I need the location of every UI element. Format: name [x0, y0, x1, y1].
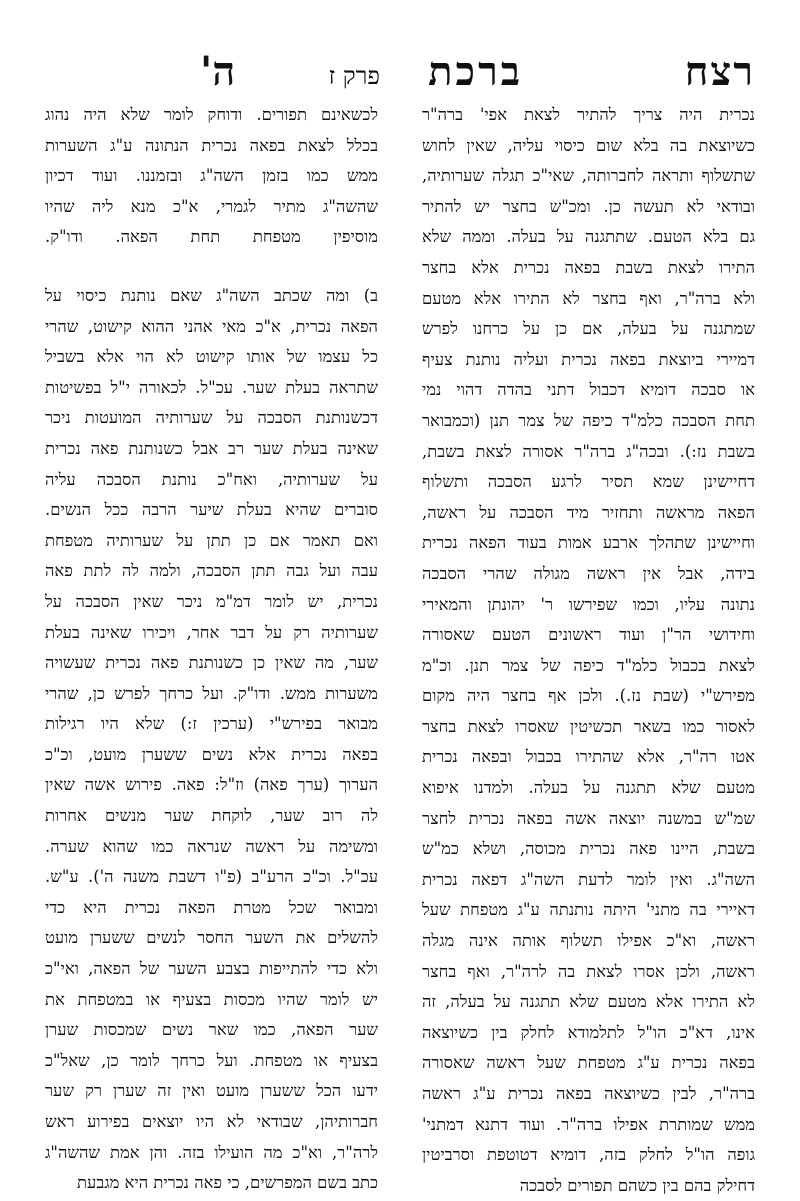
text-line: שהשה"ג מתיר לגמרי, א"כ מנא ליה שהיו: [45, 196, 378, 216]
text-line: נכרית היה צריך להתיר לצאת אפי' ברה"ר: [422, 105, 755, 124]
text-line: דאיירי בה מתני' היתה נותנתה ע"ג מטפחת שעל: [422, 900, 755, 920]
text-line: הערוך (ערך פאה) וז"ל: פאה. פירוש אשה שאין: [45, 775, 378, 795]
text-line: לכשאינם תפורים. ודוחק לומר שלא היה נהוג: [45, 105, 378, 124]
text-line: הפאה נכרית, א"כ מאי אהני ההוא קישוט, שהרי: [45, 316, 378, 336]
left-column: [45, 100, 378, 1199]
text-line: גם בלא הטעם. שתתגנה על בעלה. וממה שלא: [422, 227, 755, 247]
text-line: בפאה נכרית אלא נשים ששערן מועט, וכ"כ: [45, 744, 378, 764]
text-line: ומשימה על ראשה שנראה כמו שהוא שערה.: [45, 836, 378, 856]
text-line: דמיירי ביוצאת בפאה נכרית ועליה נותנת צעיף: [422, 349, 755, 369]
text-line: על שערותיה, ואח"כ נותנת הסבכה עליה: [45, 469, 378, 489]
text-line: ידעו הכל ששערן מועט ואין זה שערן רק שער: [45, 1081, 378, 1101]
text-line: כל עצמו של אותו קישוט לא הוי אלא בשביל: [45, 347, 378, 367]
text-line: השה"ג. ואין לומר לדעת השה"ג דפאה נכרית: [422, 869, 755, 889]
text-line: חברותיהן, שבודאי לא היו יוצאים בפירוע ראש: [45, 1112, 378, 1131]
text-line: דכשנותנת הסבכה על שערותיה המועטות ניכר: [45, 408, 378, 428]
text-line: אינו, דא"כ הו"ל לתלמודא לחלק בין כשיוצאה: [422, 1022, 755, 1042]
text-line: דחיישינן שמא תסיר לרגע הסבכה ותשלוף: [422, 472, 755, 492]
text-line: בכלל לצאת בפאה נכרית הנתונה ע"ג השערות: [45, 135, 378, 155]
text-line: ראשה, ולכן אסרו לצאת בה לרה"ר, ואף בחצר: [422, 961, 755, 981]
chapter-label: פרק ז: [328, 62, 380, 90]
text-line: וחיישינן שתהלך ארבע אמות בעוד הפאה נכרית: [422, 533, 755, 553]
text-line: שמתגנה על בעלה, אם כן על כרחנו לפרש: [422, 319, 755, 339]
text-line: או סבכה דומיא דכבול דתני בהדה דהוי נמי: [422, 380, 755, 400]
text-line: ומבואר שכל מטרת הפאה נכרית היא כדי: [45, 897, 378, 917]
text-line: מבואר בפירש"י (ערכין ז:) שלא היו רגילות: [45, 714, 378, 734]
text-line: תחת הסבכה כלמ"ד כיפה של צמר תנן (וכמבואר: [422, 410, 755, 430]
text-line: דחילק בהם בין כשהם תפורים לסבכה: [519, 1175, 755, 1195]
text-line: עכ"ל. וכ"כ הרע"ב (פ"ו דשבת משנה ה'). ע"ש.: [45, 867, 378, 887]
text-line: בידה, אבל אין ראשה מגולה שהרי הסבכה: [422, 563, 755, 583]
text-line: עבה ועל גבה תתן הסבכה, ולמה לה לתת פאה: [45, 561, 378, 581]
text-line: שער הפאה, כמו שאר נשים שמכסות שערן: [45, 1020, 378, 1040]
paragraph-gap: [45, 253, 378, 281]
book-title: ברכת: [428, 48, 523, 95]
text-line: וחידושי הר"ן ועוד ראשונים הטעם שאסורה: [422, 625, 755, 645]
text-line: כשיוצאת בה בלא שום כיסוי עליה, שאין לחוש: [422, 135, 755, 155]
text-line: מטעם שלא תתגנה על בעלה. ולמדנו איפוא: [422, 778, 755, 798]
text-line: לצאת בכבול כלמ"ד כיפה של צמר תנן. וכ"מ: [422, 655, 755, 675]
text-line: בשבת נז:). ובכה"ג ברה"ר אסורה לצאת בשבת,: [422, 441, 755, 461]
text-line: להשלים את השער החסר לנשים ששערן מועט: [45, 928, 378, 948]
text-line: ואם תאמר אם כן תתן על שערותיה מטפחת: [45, 530, 378, 550]
text-line: ממש שמותרת אפילו ברה"ר. ועוד דתנא דמתני': [422, 1114, 755, 1134]
page-number: רצח: [684, 48, 755, 95]
text-line: כתב בשם המפרשים, כי פאה נכרית היא מגבעת: [77, 1173, 378, 1193]
text-line: יש לומר שהיו מכסות בצעיף או במטפחת את: [45, 989, 378, 1009]
right-column: [422, 100, 755, 1201]
page-header: [200, 44, 755, 104]
text-line: אטו רה"ר, אלא שהתירו בכבול ובפאה נכרית: [422, 747, 755, 767]
text-line: לאסור כמו בשאר תכשיטין שאסרו לצאת בחצר: [422, 716, 755, 736]
text-line: ראשה, וא"כ אפילו תשלוף אותה אינה מגלה: [422, 931, 755, 951]
text-line: ב) ומה שכתב השה"ג שאם נותנת כיסוי על: [45, 285, 378, 305]
text-line: ובודאי לא תעשה כן. ומכ"ש בחצר יש להתיר: [422, 196, 755, 216]
text-line: ולא כדי להתייפות בצבע השער של הפאה, ואי"כ: [45, 959, 378, 979]
text-line: מפירש"י (שבת נז.). ולכן אף בחצר היה מקום: [422, 686, 755, 706]
text-line: משערות ממש. ודו"ק. ועל כרחך לפרש כן, שהרי: [45, 683, 378, 703]
text-line: לה רוב שער, לוקחת שער מנשים אחרות: [45, 806, 378, 826]
text-line: שער, מה שאין כן כשנותנת פאה נכרית שעשויה: [45, 653, 378, 673]
text-line: לא התירו אלא מטעם שלא תתגנה על בעלה, זה: [422, 992, 755, 1012]
text-line: גופה הו"ל לחלק בזה, דומיא דטוטפת וסרביטין: [422, 1145, 755, 1165]
text-line: ולא ברה"ר, ואף בחצר לא התירו אלא מטעם: [422, 288, 755, 308]
text-line: בפאה נכרית ע"ג מטפחת שעל ראשה שאסורה: [422, 1053, 755, 1073]
text-line: בשבת, היינו פאה נכרית מכוסה, ושלא כמ"ש: [422, 839, 755, 859]
text-line: שאינה בעלת שער רב אבל כשנותנת פאה נכרית: [45, 438, 378, 458]
text-line: לרה"ר, וא"כ מה הועילו בזה. והן אמת שהשה"ג: [45, 1142, 378, 1162]
text-line: שתראה בעלת שער. עכ"ל. לכאורה י"ל בפשיטות: [45, 377, 378, 397]
text-line: הפאה מראשה ותחזיר מיד הסבכה על ראשה,: [422, 502, 755, 522]
text-line: ממש כמו בזמן השה"ג ובזמננו. ועוד דכיון: [45, 166, 378, 186]
text-line: שערותיה רק על דבר אחר, ויכירו שאינה בעלת: [45, 622, 378, 642]
text-line: מוסיפין מטפחת תחת הפאה. ודו"ק.: [45, 227, 378, 247]
text-line: בצעיף או מטפחת. ועל כרחך לומר כן, שאל"כ: [45, 1050, 378, 1070]
text-line: התירו לצאת בשבת בפאה נכרית אלא בחצר: [422, 257, 755, 277]
text-line: סוברים שהיא בעלת שיער הרבה ככל הנשים.: [45, 500, 378, 520]
section-mark: ה': [200, 48, 236, 95]
text-line: שמ"ש במשנה יוצאה אשה בפאה נכרית לחצר: [422, 808, 755, 828]
text-line: נכרית, יש לומר דמ"מ ניכר שאין הסבכה על: [45, 591, 378, 611]
text-line: נתונה עליו, וכמו שפירשו ר' יהונתן והמאירי: [422, 594, 755, 614]
text-line: ברה"ר, לבין כשיוצאה בפאה נכרית ע"ג ראשה: [422, 1084, 755, 1103]
text-line: שתשלוף ותראה לחברותה, שאי"כ תגלה שערותיה,: [422, 166, 755, 186]
